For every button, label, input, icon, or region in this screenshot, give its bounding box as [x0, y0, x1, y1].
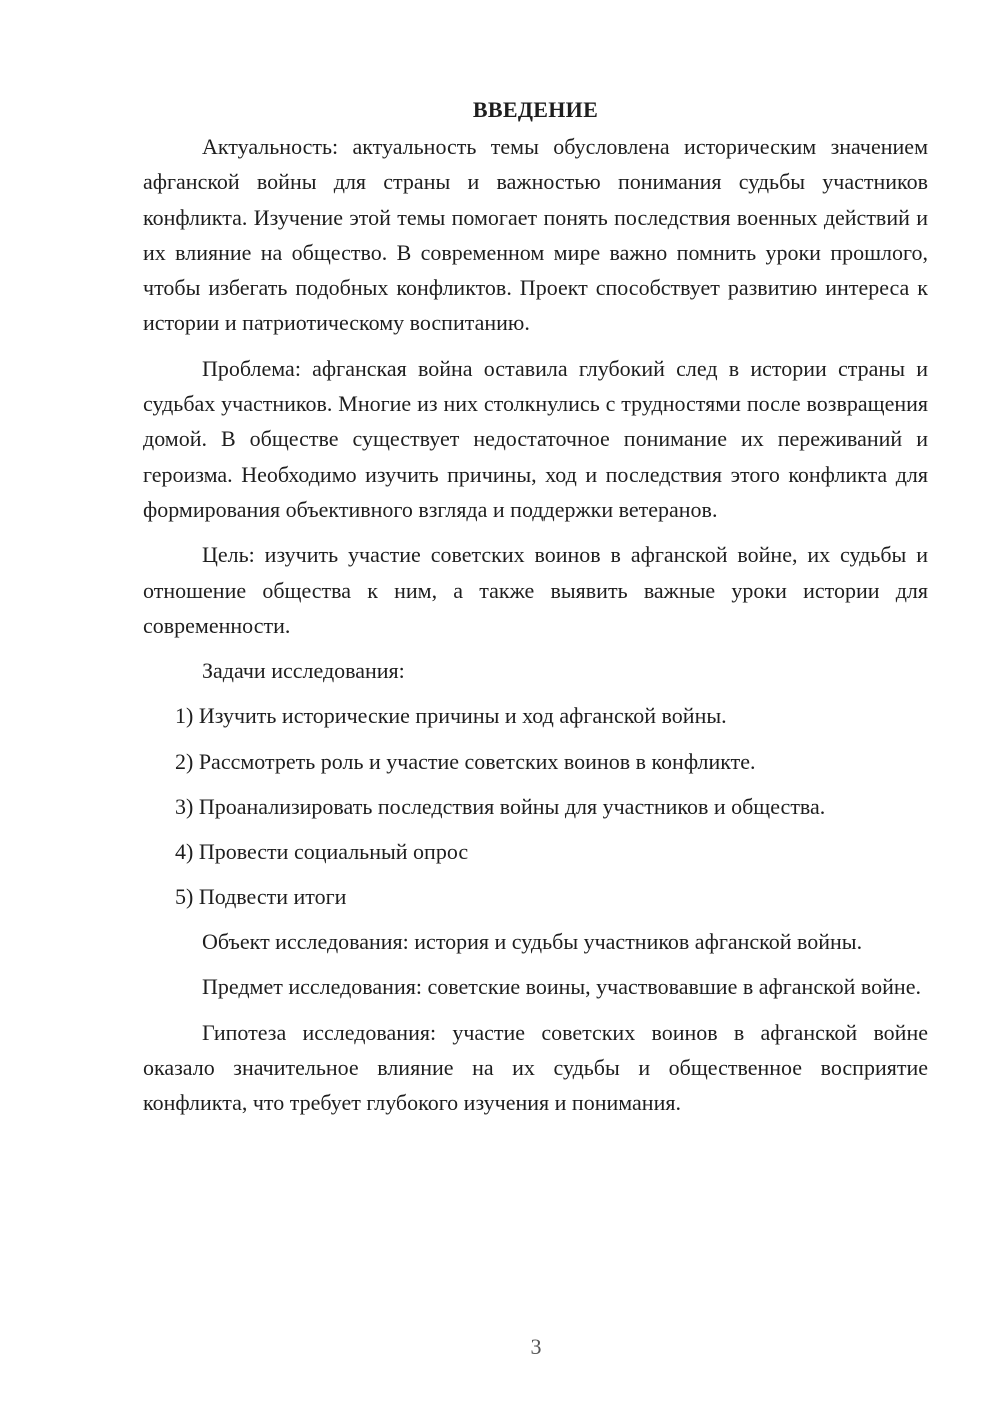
paragraph-subject: Предмет исследования: советские воины, участвовавшие в афганской войне.	[202, 974, 921, 1000]
list-item: 5) Подвести итоги	[175, 883, 347, 909]
list-item: 1) Изучить исторические причины и ход афганской войны.	[175, 703, 727, 729]
page-content	[143, 92, 928, 1130]
list-item: 2) Рассмотреть роль и участие советских воинов в конфликте.	[175, 748, 756, 774]
page-number: 3	[530, 1334, 542, 1359]
tasks-label: Задачи исследования:	[202, 658, 405, 684]
paragraph-relevance: Актуальность: актуальность темы обусловлена историческим значением афганской войны для страны и важностью понимания судьбы участников конфликта. Изучение этой темы помогает понять последствия военных действий и их влияние на общество. В современном мире важно помнить уроки прошлого, чтобы избегать подобных конфликтов. Проект способствует развитию интереса к истории и патриотическому воспитанию.	[143, 134, 928, 336]
paragraph-goal: Цель: изучить участие советских воинов в афганской войне, их судьбы и отношение общества к ним, а также выявить важные уроки истории для современности.	[143, 542, 928, 638]
tasks-list	[143, 698, 928, 914]
page-title: ВВЕДЕНИЕ	[472, 97, 599, 122]
paragraph-object: Объект исследования: история и судьбы участников афганской войны.	[202, 928, 863, 954]
paragraph-problem: Проблема: афганская война оставила глубокий след в истории страны и судьбах участников. Многие из них столкнулись с трудностями после возвращения домой. В обществе существует недостаточное понимание их переживаний и героизма. Необходимо изучить причины, ход и последствия этого конфликта для формирования объективного взгляда и поддержки ветеранов.	[143, 355, 928, 522]
list-item: 3) Проанализировать последствия войны для участников и общества.	[175, 793, 826, 819]
list-item: 4) Провести социальный опрос	[175, 838, 469, 864]
paragraph-hypothesis: Гипотеза исследования: участие советских воинов в афганской войне оказало значительное влияние на их судьбы и общественное восприятие конфликта, что требует глубокого изучения и понимания.	[143, 1019, 928, 1116]
